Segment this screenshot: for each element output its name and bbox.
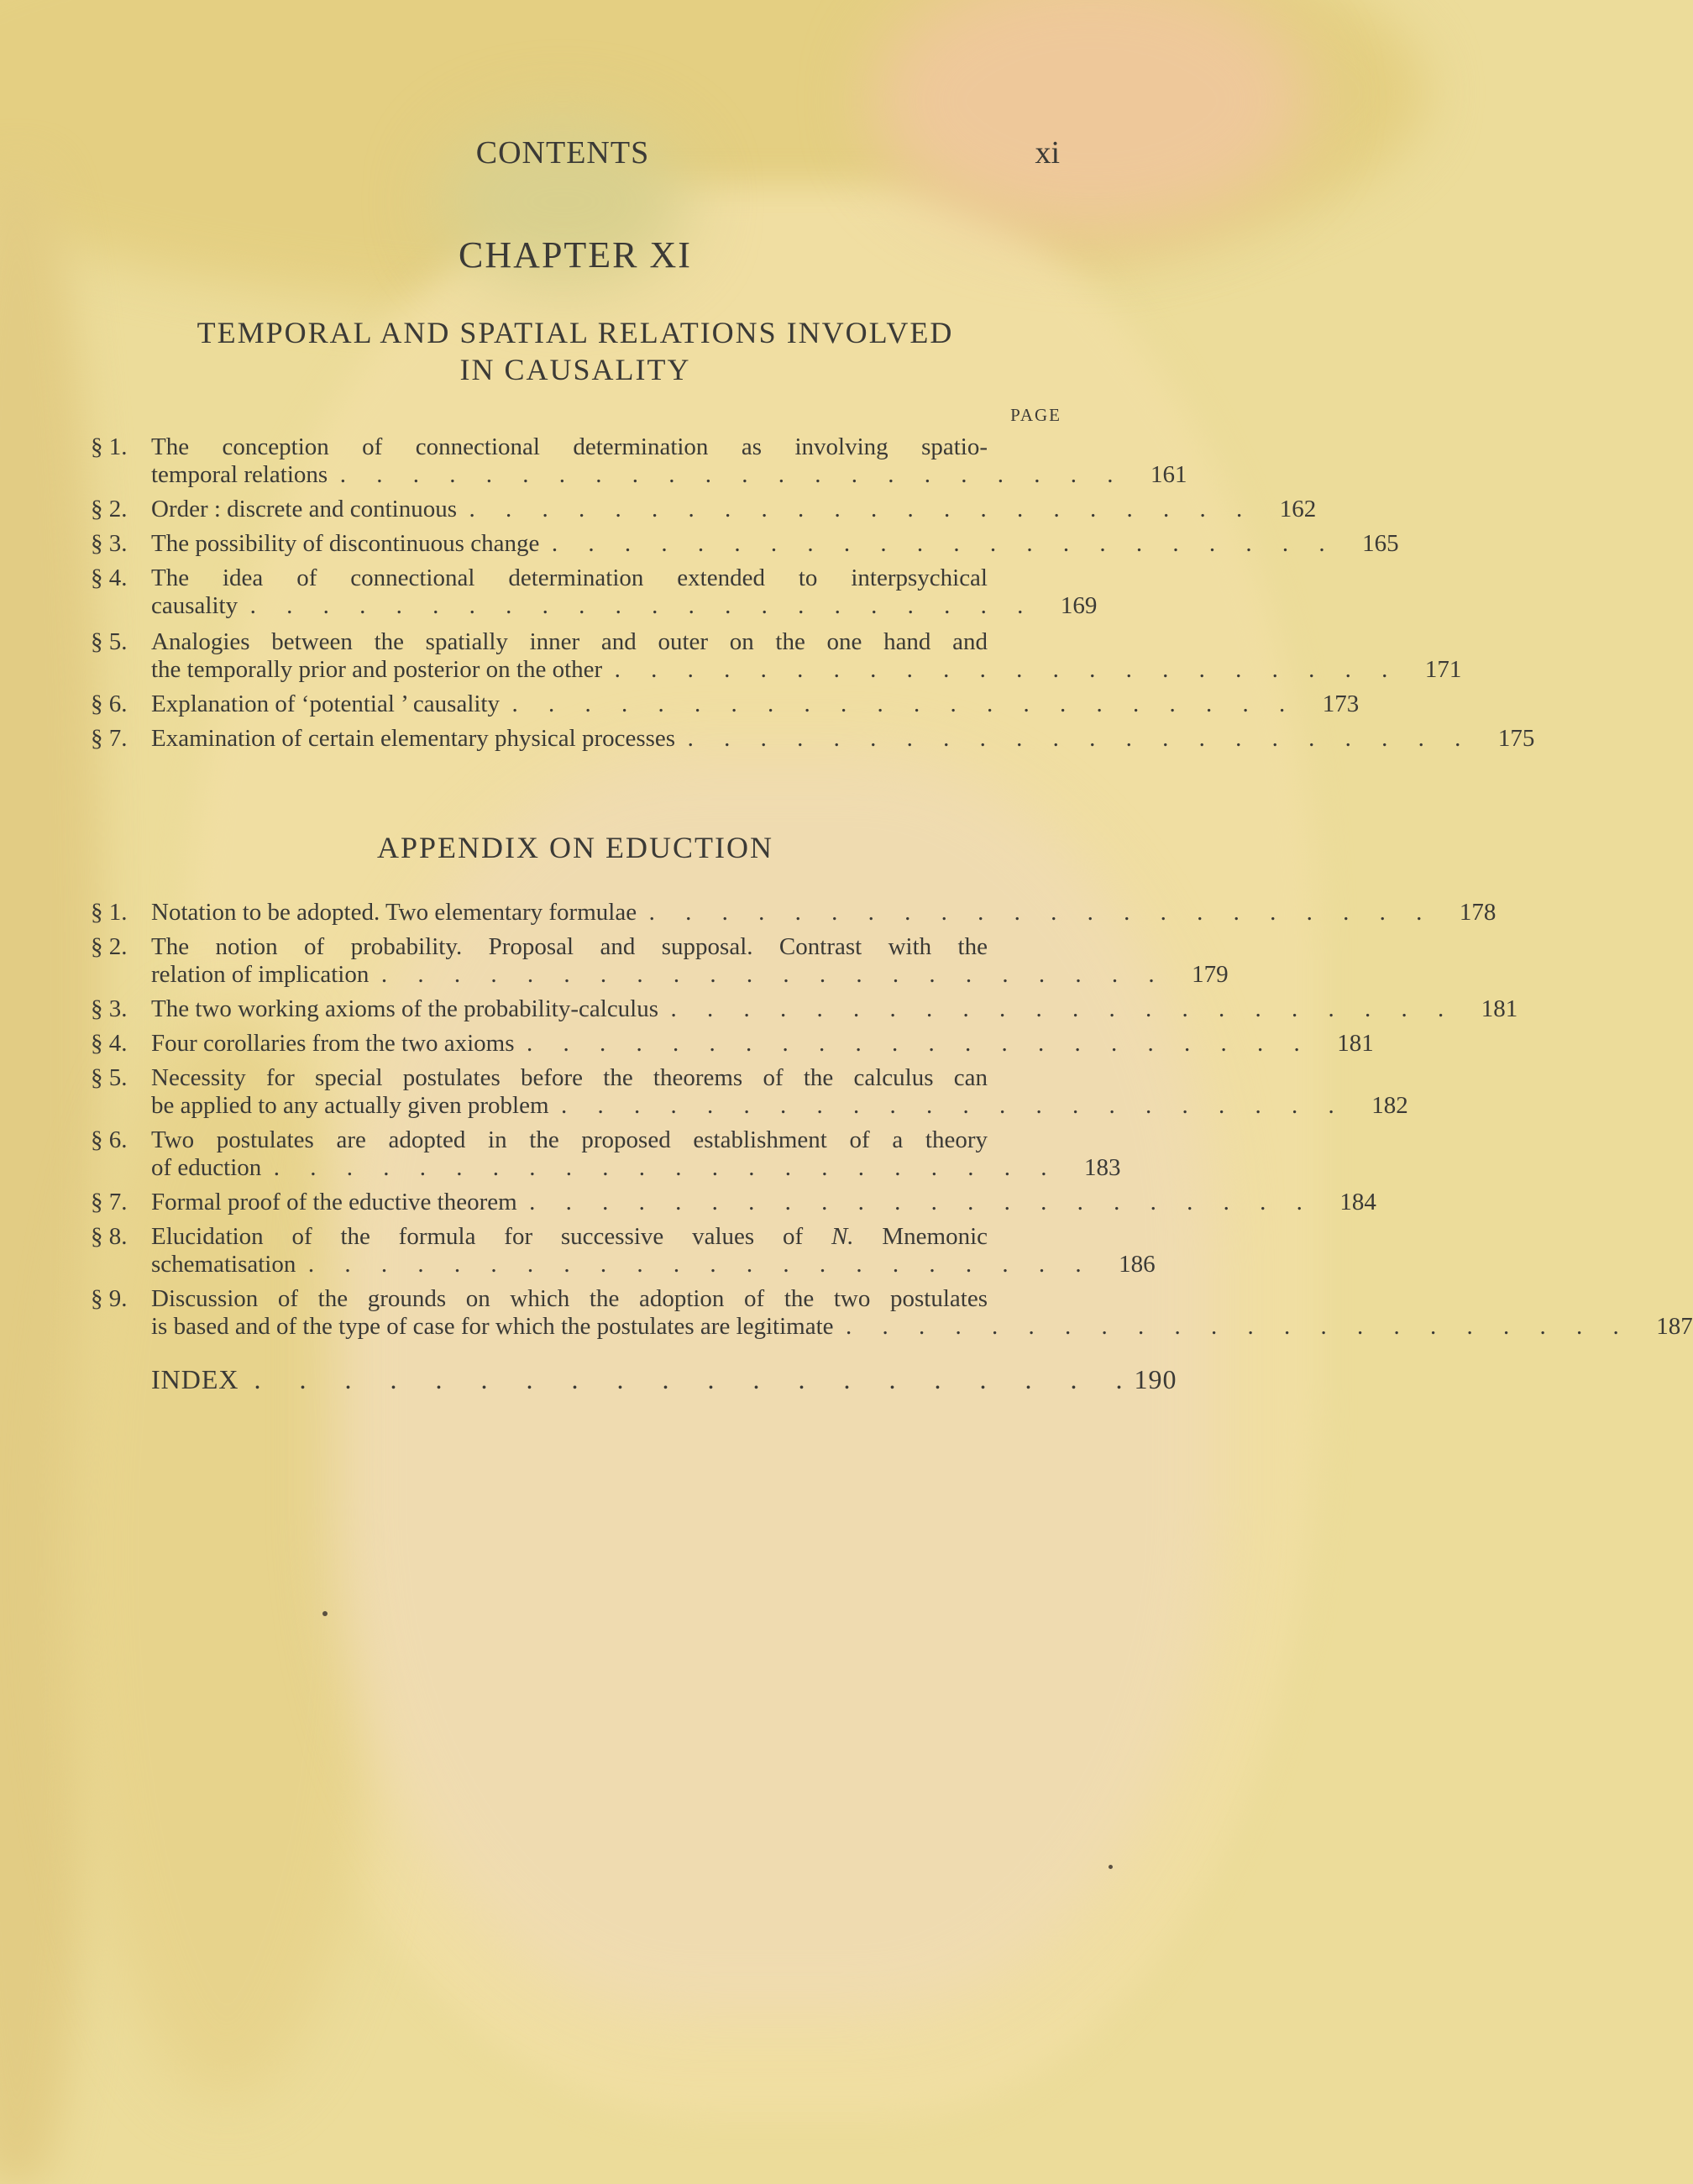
page-number: 171 xyxy=(1424,656,1462,683)
section-number: § 6. xyxy=(91,1126,128,1153)
section-number: § 2. xyxy=(91,933,128,960)
toc-entry[interactable] xyxy=(91,725,1535,753)
entry-line-text: Mnemonic xyxy=(882,1223,988,1250)
ink-speck xyxy=(322,1611,328,1616)
section-number: § 4. xyxy=(91,1030,128,1057)
page-number: 162 xyxy=(1279,496,1317,522)
entry-line-text: Formal proof of the eductive theorem xyxy=(151,1189,517,1215)
entry-text xyxy=(151,1030,1374,1058)
entry-line-text: Order : discrete and continuous xyxy=(151,496,458,522)
dot-leader: . . . . . . . . . . . . . . . . . . . . . . xyxy=(514,1030,1300,1057)
entry-line-text: relation of implication xyxy=(151,961,370,988)
entry-text xyxy=(151,725,1535,753)
dot-leader: . . . . . . . . . . . . . . . . . . . . . . xyxy=(637,899,1423,926)
page-number: 183 xyxy=(1084,1154,1121,1181)
entry-text xyxy=(151,690,1360,718)
dot-leader: . . . . . . . . . . . . . . . . . . . . . . xyxy=(602,656,1388,683)
entry-text xyxy=(151,564,1098,620)
entry-line xyxy=(151,433,1061,461)
section-number: § 1. xyxy=(91,899,128,926)
entry-line-text: causality xyxy=(151,592,238,619)
chapter-label: CHAPTER XI xyxy=(459,234,692,276)
toc-entry[interactable] xyxy=(91,995,1518,1023)
toc-entry[interactable] xyxy=(91,933,1229,989)
section-number: § 5. xyxy=(91,1064,128,1091)
chapter-title-line-1: TEMPORAL AND SPATIAL RELATIONS INVOLVED xyxy=(197,316,954,349)
toc-entry[interactable] xyxy=(91,1223,1156,1278)
dot-leader: . . . . . . . . . . . . . . . . . . . . . . xyxy=(539,530,1325,557)
toc-entry[interactable] xyxy=(91,899,1496,927)
entry-line-text: Explanation of ‘potential ’ causality xyxy=(151,690,500,717)
entry-line xyxy=(151,725,1535,753)
entry-text xyxy=(151,1126,1121,1182)
entry-line-text: Notation to be adopted. Two elementary formulae xyxy=(151,899,637,926)
page-number: 169 xyxy=(1060,592,1098,619)
entry-line xyxy=(151,995,1518,1023)
entry-line-text: is based and of the type of case for which the postulates are legitimate xyxy=(151,1313,834,1340)
entry-line xyxy=(151,1092,1408,1120)
dot-leader: . . . . . . . . . . . . . . . . . . . . . . xyxy=(833,1313,1619,1340)
entry-line xyxy=(151,1251,1156,1278)
dot-leader: . . . . . . . . . . . . . . . . . . . . . . xyxy=(457,496,1243,522)
entry-line xyxy=(151,1126,1061,1154)
entry-line-text: Elucidation of the formula for successive values of xyxy=(151,1223,804,1250)
appendix-title: APPENDIX ON EDUCTION xyxy=(377,831,773,864)
dot-leader: . . . . . . . . . . . . . . . . . . . . . . xyxy=(328,461,1114,488)
section-number: § 4. xyxy=(91,564,128,591)
toc-entry[interactable] xyxy=(91,1064,1408,1120)
entry-line xyxy=(151,899,1496,927)
entry-text xyxy=(151,496,1317,523)
toc-entry[interactable] xyxy=(91,690,1360,718)
entry-line-text: The notion of probability. Proposal and supposal. Contrast with the xyxy=(151,933,988,960)
index-entry[interactable] xyxy=(151,1364,1177,1395)
entry-line-text: Analogies between the spatially inner and outer on the one hand and xyxy=(151,628,988,655)
dot-leader: . . . . . . . . . . . . . . . . . . . . . . xyxy=(369,961,1155,988)
entry-line-text: Necessity for special postulates before the theorems of the calculus can xyxy=(151,1064,988,1091)
page-number: 178 xyxy=(1459,899,1496,926)
section-number: § 3. xyxy=(91,530,128,557)
entry-line xyxy=(151,628,1061,656)
dot-leader: . . . . . . . . . . . . . . . . . . . . . . xyxy=(548,1092,1334,1119)
section-number: § 7. xyxy=(91,1189,128,1215)
toc-entry[interactable] xyxy=(91,1285,1693,1341)
entry-line-text: The idea of connectional determination extended to interpsychical xyxy=(151,564,988,591)
section-number: § 2. xyxy=(91,496,128,522)
page-number: 187 xyxy=(1656,1313,1693,1340)
toc-entry[interactable] xyxy=(91,1030,1374,1058)
entry-line-text: the temporally prior and posterior on the other xyxy=(151,656,603,683)
entry-line xyxy=(151,961,1229,989)
entry-line-text: Four corollaries from the two axioms xyxy=(151,1030,515,1057)
entry-line-text: temporal relations xyxy=(151,461,328,488)
chapter-title xyxy=(118,314,1033,388)
entry-line-text: Discussion of the grounds on which the adoption of the two postulates xyxy=(151,1285,988,1312)
toc-entry[interactable] xyxy=(91,530,1399,558)
entry-line xyxy=(151,1030,1374,1058)
dot-leader: . . . . . . . . . . . . . . . . . . . . . . xyxy=(261,1154,1047,1181)
entry-text xyxy=(151,995,1518,1023)
italic-variable: N. xyxy=(831,1223,854,1250)
entry-text xyxy=(151,1064,1408,1120)
toc-entry[interactable] xyxy=(91,1126,1121,1182)
section-number: § 1. xyxy=(91,433,128,460)
entry-line xyxy=(151,496,1317,523)
ink-speck xyxy=(1109,1865,1113,1869)
toc-entry[interactable] xyxy=(91,496,1317,523)
entry-line-text: The two working axioms of the probability-calculus xyxy=(151,995,659,1022)
entry-line-text: Two postulates are adopted in the proposed establishment of a theory xyxy=(151,1126,988,1153)
page-column-label: PAGE xyxy=(1010,405,1061,425)
entry-line xyxy=(151,933,1061,961)
dot-leader: . . . . . . . . . . . . . . . . . . . . . . xyxy=(296,1251,1082,1278)
page-number: 175 xyxy=(1497,725,1535,752)
toc-entry[interactable] xyxy=(91,1189,1376,1216)
entry-line xyxy=(151,461,1187,489)
entry-line xyxy=(151,1285,1061,1313)
entry-line xyxy=(151,1189,1376,1216)
page-number: 165 xyxy=(1362,530,1399,557)
page-number: 181 xyxy=(1481,995,1518,1022)
entry-text xyxy=(151,1189,1376,1216)
chapter-title-line-2: IN CAUSALITY xyxy=(459,353,691,386)
section-number: § 8. xyxy=(91,1223,128,1250)
page-number: 186 xyxy=(1119,1251,1156,1278)
entry-text xyxy=(151,530,1399,558)
index-page-number: 190 xyxy=(1134,1364,1177,1394)
entry-line-text: schematisation xyxy=(151,1251,296,1278)
entry-line xyxy=(151,690,1360,718)
section-number: § 7. xyxy=(91,725,128,752)
toc-entry[interactable] xyxy=(91,433,1187,489)
entry-line xyxy=(151,656,1462,684)
dot-leader: . . . . . . . . . . . . . . . . . . . . . . xyxy=(675,725,1461,752)
page-number: 181 xyxy=(1337,1030,1374,1057)
section-number: § 9. xyxy=(91,1285,128,1312)
entry-line xyxy=(151,564,1061,592)
toc-entry[interactable] xyxy=(91,564,1098,620)
toc-entry[interactable] xyxy=(91,628,1462,684)
entry-line-text: The conception of connectional determination as involving spatio- xyxy=(151,433,988,460)
entry-line xyxy=(151,1154,1121,1182)
section-number: § 3. xyxy=(91,995,128,1022)
page-number: 182 xyxy=(1371,1092,1408,1119)
entry-text xyxy=(151,899,1496,927)
entry-text xyxy=(151,1223,1156,1278)
page-number: 161 xyxy=(1150,461,1187,488)
entry-line-text: be applied to any actually given problem xyxy=(151,1092,549,1119)
entry-text xyxy=(151,933,1229,989)
section-number: § 6. xyxy=(91,690,128,717)
entry-line xyxy=(151,592,1098,620)
entry-line xyxy=(151,1313,1693,1341)
dot-leader: . . . . . . . . . . . . . . . . . . . . . . xyxy=(238,592,1024,619)
entry-line-text: of eduction xyxy=(151,1154,262,1181)
entry-text xyxy=(151,628,1462,684)
entry-text xyxy=(151,433,1187,489)
dot-leader: . . . . . . . . . . . . . . . . . . . . . . xyxy=(516,1189,1303,1215)
dot-leader: . . . . . . . . . . . . . . . . . . . . xyxy=(238,1364,1124,1394)
page-number: 173 xyxy=(1322,690,1360,717)
entry-line xyxy=(151,530,1399,558)
entry-line-text: Examination of certain elementary physical processes xyxy=(151,725,676,752)
page-number: xi xyxy=(1035,135,1060,171)
entry-text xyxy=(151,1285,1693,1341)
dot-leader: . . . . . . . . . . . . . . . . . . . . . . xyxy=(500,690,1286,717)
entry-line-text: The possibility of discontinuous change xyxy=(151,530,540,557)
page-number: 179 xyxy=(1192,961,1229,988)
page-number: 184 xyxy=(1339,1189,1376,1215)
entry-line xyxy=(151,1064,1061,1092)
dot-leader: . . . . . . . . . . . . . . . . . . . . . . xyxy=(658,995,1444,1022)
running-title: CONTENTS xyxy=(475,135,650,171)
index-label: INDEX xyxy=(151,1364,239,1394)
section-number: § 5. xyxy=(91,628,128,655)
entry-line xyxy=(151,1223,1061,1251)
